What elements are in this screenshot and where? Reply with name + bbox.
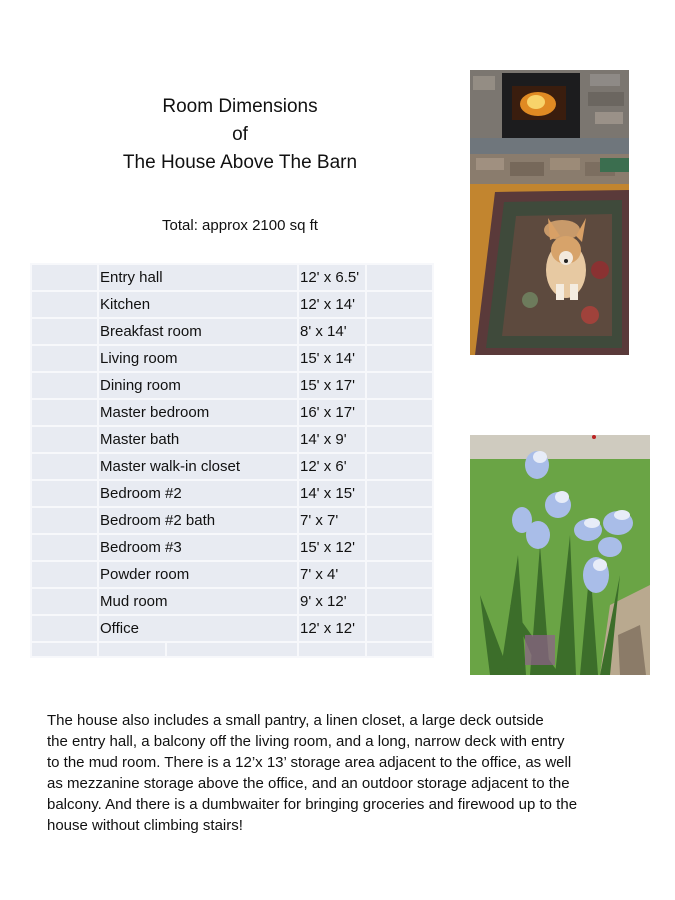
empty-cell (366, 345, 433, 372)
title-line-1: Room Dimensions (162, 96, 318, 117)
room-dimensions-table (30, 263, 434, 658)
empty-cell (298, 642, 366, 657)
room-dimension: 12' x 14' (298, 291, 366, 318)
empty-cell (31, 264, 98, 291)
room-dimension: 16' x 17' (298, 399, 366, 426)
empty-cell (366, 588, 433, 615)
room-name: Bedroom #3 (98, 534, 298, 561)
room-dimension: 9' x 12' (298, 588, 366, 615)
paragraph-line: to the mud room. There is a 12’x 13’ storage area adjacent to the office, as well (47, 754, 572, 771)
table-row (31, 534, 433, 561)
room-name: Entry hall (98, 264, 298, 291)
paragraph-line: the entry hall, a balcony off the living room, and a long, narrow deck with entry (47, 733, 565, 750)
room-name: Living room (98, 345, 298, 372)
empty-cell (366, 507, 433, 534)
total-area: Total: approx 2100 sq ft (162, 217, 318, 234)
table-row (31, 615, 433, 642)
empty-cell (31, 534, 98, 561)
empty-cell (366, 561, 433, 588)
room-name: Bedroom #2 (98, 480, 298, 507)
table-row (31, 453, 433, 480)
empty-cell (366, 453, 433, 480)
irises-image (470, 435, 650, 675)
fireplace-dog-photo (470, 70, 629, 355)
paragraph-line: as mezzanine storage above the office, and an outdoor storage adjacent to the (47, 775, 570, 792)
irises-photo (470, 435, 650, 675)
title-line-2: of (232, 124, 248, 145)
room-dimension: 7' x 4' (298, 561, 366, 588)
room-name: Kitchen (98, 291, 298, 318)
room-name: Mud room (98, 588, 298, 615)
room-name: Powder room (98, 561, 298, 588)
table-row (31, 318, 433, 345)
room-dimension: 14' x 15' (298, 480, 366, 507)
empty-cell (31, 642, 98, 657)
table-row (31, 426, 433, 453)
table-row (31, 507, 433, 534)
empty-cell (98, 642, 166, 657)
empty-cell (366, 291, 433, 318)
empty-cell (31, 318, 98, 345)
empty-cell (31, 372, 98, 399)
table-row (31, 399, 433, 426)
empty-cell (31, 453, 98, 480)
room-dimension: 15' x 12' (298, 534, 366, 561)
room-name: Master bath (98, 426, 298, 453)
room-dimension: 12' x 6.5' (298, 264, 366, 291)
empty-cell (31, 291, 98, 318)
corgi-fireplace-image (470, 70, 629, 355)
room-name: Master bedroom (98, 399, 298, 426)
empty-cell (31, 426, 98, 453)
room-dimension: 12' x 6' (298, 453, 366, 480)
room-dimension: 14' x 9' (298, 426, 366, 453)
table-row (31, 345, 433, 372)
table-row (31, 264, 433, 291)
room-dimension: 15' x 17' (298, 372, 366, 399)
room-dimension: 15' x 14' (298, 345, 366, 372)
title-line-3: The House Above The Barn (122, 152, 358, 173)
description-paragraph (47, 710, 647, 836)
table-row (31, 372, 433, 399)
paragraph-line: house without climbing stairs! (47, 817, 243, 834)
room-name: Master walk-in closet (98, 453, 298, 480)
table-row-empty (31, 642, 433, 657)
table-row (31, 561, 433, 588)
empty-cell (31, 345, 98, 372)
empty-cell (31, 480, 98, 507)
paragraph-line: balcony. And there is a dumbwaiter for bringing groceries and firewood up to the (47, 796, 578, 813)
paragraph-line: The house also includes a small pantry, a linen closet, a large deck outside (47, 712, 544, 729)
empty-cell (366, 426, 433, 453)
room-name: Breakfast room (98, 318, 298, 345)
room-dimension: 8' x 14' (298, 318, 366, 345)
empty-cell (366, 264, 433, 291)
empty-cell (166, 642, 298, 657)
empty-cell (31, 615, 98, 642)
table-row (31, 291, 433, 318)
page-title (100, 93, 380, 177)
empty-cell (366, 642, 433, 657)
empty-cell (31, 399, 98, 426)
room-dimension: 12' x 12' (298, 615, 366, 642)
empty-cell (366, 480, 433, 507)
empty-cell (366, 318, 433, 345)
table-row (31, 588, 433, 615)
empty-cell (31, 561, 98, 588)
empty-cell (366, 615, 433, 642)
room-name: Bedroom #2 bath (98, 507, 298, 534)
empty-cell (31, 507, 98, 534)
room-name: Dining room (98, 372, 298, 399)
empty-cell (366, 399, 433, 426)
empty-cell (366, 534, 433, 561)
room-dimension: 7' x 7' (298, 507, 366, 534)
empty-cell (366, 372, 433, 399)
empty-cell (31, 588, 98, 615)
table-row (31, 480, 433, 507)
room-name: Office (98, 615, 298, 642)
